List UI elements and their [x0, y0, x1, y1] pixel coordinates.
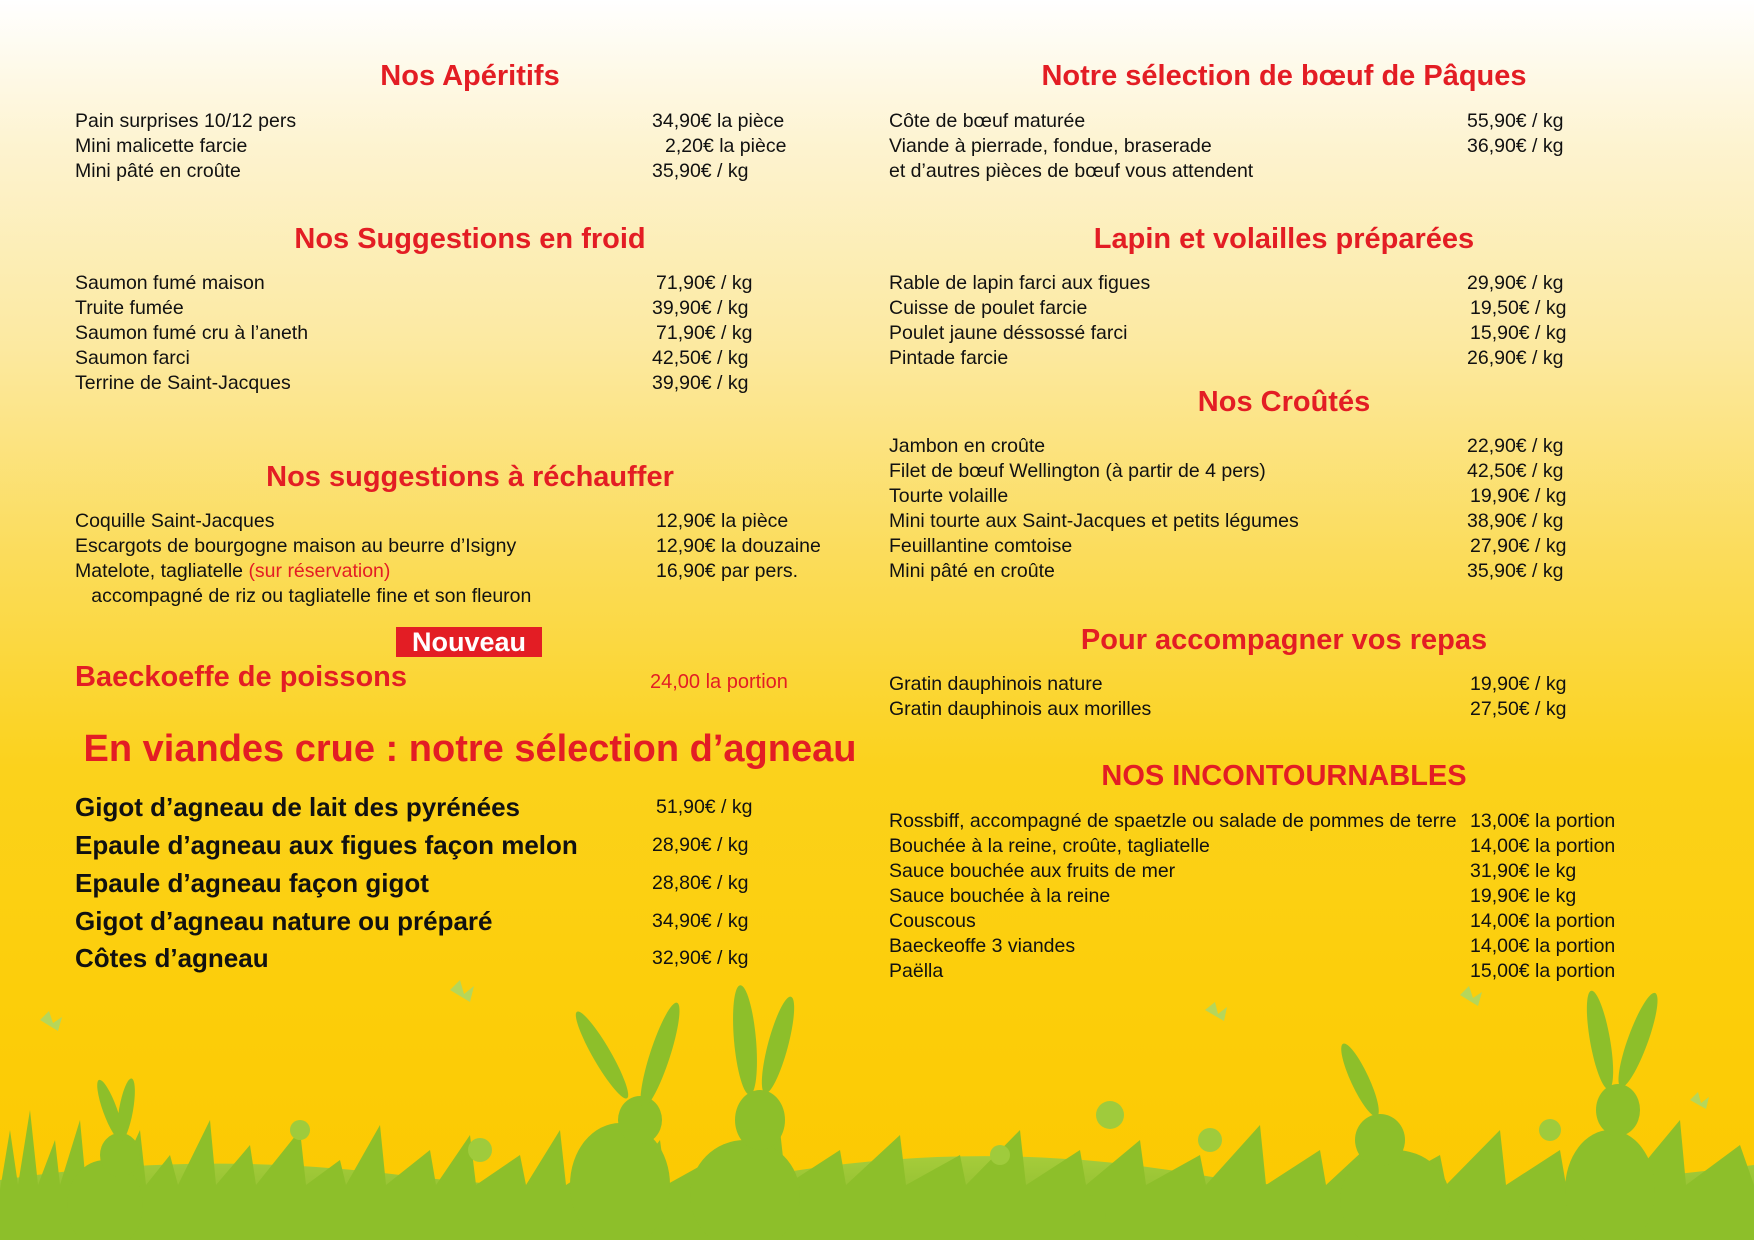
menu-row: [889, 809, 1689, 834]
item-label: accompagné de riz ou tagliatelle fine et son fleuron: [75, 585, 532, 607]
item-price: 39,90€ / kg: [652, 297, 749, 319]
section-title-incontournables: NOS INCONTOURNABLES: [1101, 760, 1467, 792]
item-label: Cuisse de poulet farcie: [889, 297, 1088, 319]
item-label: Rable de lapin farci aux figues: [889, 272, 1151, 294]
item-label: Epaule d’agneau façon gigot: [75, 868, 429, 898]
item-price: 14,00€ la portion: [1470, 910, 1616, 932]
item-label: Rossbiff, accompagné de spaetzle ou salade de pommes de terre: [889, 810, 1457, 832]
menu-row: [889, 859, 1689, 884]
menu-row: [889, 934, 1689, 959]
item-label: Côtes d’agneau: [75, 943, 269, 973]
menu-row: [889, 459, 1679, 484]
item-price: 28,80€ / kg: [652, 872, 749, 894]
item-price: 34,90€ / kg: [652, 910, 749, 932]
menu-row: [75, 346, 865, 371]
section-title-agneau: En viandes crue : notre sélection d’agneau: [83, 728, 857, 770]
item-price: 36,90€ / kg: [1467, 135, 1564, 157]
menu-row: [75, 904, 865, 938]
menu-row: [889, 534, 1679, 559]
item-label: Feuillantine comtoise: [889, 535, 1073, 557]
item-label: Sauce bouchée aux fruits de mer: [889, 860, 1176, 882]
item-label: Tourte volaille: [889, 485, 1009, 507]
menu-row: [889, 672, 1679, 697]
reservation-note: (sur réservation): [248, 560, 391, 582]
item-label: Poulet jaune déssossé farci: [889, 322, 1128, 344]
section-title-aperitifs: Nos Apéritifs: [380, 60, 560, 92]
item-price: 42,50€ / kg: [1467, 460, 1564, 482]
menu-row: [75, 584, 865, 609]
item-price: 39,90€ / kg: [652, 372, 749, 394]
item-price: 27,50€ / kg: [1470, 698, 1567, 720]
menu-row: [889, 434, 1679, 459]
item-price: 19,90€ / kg: [1470, 673, 1567, 695]
menu-row: [75, 321, 865, 346]
bunny-silhouette: [1335, 1040, 1450, 1240]
nouveau-label: Baeckoeffe de poissons: [75, 661, 407, 693]
item-label: Paëlla: [889, 960, 944, 982]
menu-row: [75, 159, 865, 184]
item-label: Bouchée à la reine, croûte, tagliatelle: [889, 835, 1210, 857]
menu-row: [889, 909, 1689, 934]
menu-row: [889, 109, 1679, 134]
item-price: 71,90€ / kg: [656, 272, 753, 294]
item-price: 27,90€ / kg: [1470, 535, 1567, 557]
section-title-croutes: Nos Croûtés: [1197, 386, 1371, 418]
section-title-accompagner: Pour accompagner vos repas: [1080, 624, 1488, 656]
item-price: 31,90€ le kg: [1470, 860, 1577, 882]
item-label: Escargots de bourgogne maison au beurre d’Isigny: [75, 535, 517, 557]
easter-grass-scene: [0, 980, 1754, 1240]
item-price: 34,90€ la pièce: [652, 110, 785, 132]
item-price: 29,90€ / kg: [1467, 272, 1564, 294]
menu-row: [75, 559, 865, 584]
item-price: 42,50€ / kg: [652, 347, 749, 369]
item-label: Gigot d’agneau de lait des pyrénées: [75, 792, 521, 822]
item-price: 38,90€ / kg: [1467, 510, 1564, 532]
butterfly-decoration: [40, 980, 1709, 1109]
menu-row: [889, 159, 1679, 184]
menu-row: [889, 346, 1679, 371]
item-price: 55,90€ / kg: [1467, 110, 1564, 132]
item-label: Sauce bouchée à la reine: [889, 885, 1111, 907]
item-label: Mini pâté en croûte: [75, 160, 241, 182]
menu-row: [75, 941, 865, 975]
item-price: 13,00€ la portion: [1470, 810, 1616, 832]
item-label: Pain surprises 10/12 pers: [75, 110, 297, 132]
item-label: Pintade farcie: [889, 347, 1009, 369]
item-label: Truite fumée: [75, 297, 184, 319]
item-price: 14,00€ la portion: [1470, 835, 1616, 857]
menu-row: [889, 271, 1679, 296]
item-price: 71,90€ / kg: [656, 322, 753, 344]
item-label: Coquille Saint-Jacques: [75, 510, 275, 532]
item-label: Mini tourte aux Saint-Jacques et petits légumes: [889, 510, 1299, 532]
nouveau-item: [75, 661, 865, 701]
menu-row: [75, 534, 865, 559]
item-price: 12,90€ la douzaine: [656, 535, 821, 557]
item-label: Gigot d’agneau nature ou préparé: [75, 906, 493, 936]
item-price: 2,20€ la pièce: [665, 135, 787, 157]
section-title-lapin: Lapin et volailles préparées: [1093, 223, 1475, 255]
menu-row: [75, 134, 865, 159]
menu-row: [75, 271, 865, 296]
menu-row: [889, 884, 1689, 909]
menu-row: [889, 559, 1679, 584]
bunny-silhouette: [1565, 989, 1664, 1240]
item-label: et d’autres pièces de bœuf vous attendent: [889, 160, 1254, 182]
item-label: Filet de bœuf Wellington (à partir de 4 pers): [889, 460, 1266, 482]
item-price: 28,90€ / kg: [652, 834, 749, 856]
item-label-text: Matelote, tagliatelle: [75, 560, 249, 582]
item-price: 35,90€ / kg: [652, 160, 749, 182]
item-label: Saumon fumé cru à l’aneth: [75, 322, 309, 344]
item-label: Gratin dauphinois nature: [889, 673, 1103, 695]
nouveau-badge: Nouveau: [396, 627, 542, 657]
item-label: Mini pâté en croûte: [889, 560, 1055, 582]
item-price: 12,90€ la pièce: [656, 510, 789, 532]
item-price: 19,90€ le kg: [1470, 885, 1577, 907]
item-price: 16,90€ par pers.: [656, 560, 799, 582]
item-price: 15,90€ / kg: [1470, 322, 1567, 344]
menu-row: [75, 828, 865, 862]
item-price: 32,90€ / kg: [652, 947, 749, 969]
section-title-boeuf: Notre sélection de bœuf de Pâques: [1041, 60, 1527, 92]
menu-row: [75, 790, 865, 824]
nouveau-price: 24,00 la portion: [650, 671, 788, 693]
menu-row: [889, 834, 1689, 859]
item-label: Couscous: [889, 910, 976, 932]
menu-row: [889, 296, 1679, 321]
item-label: Mini malicette farcie: [75, 135, 248, 157]
menu-row: [75, 509, 865, 534]
menu-row: [75, 109, 865, 134]
menu-row: [75, 296, 865, 321]
item-label: [75, 559, 390, 584]
menu-row: [75, 866, 865, 900]
item-price: 19,90€ / kg: [1470, 485, 1567, 507]
item-price: 51,90€ / kg: [656, 796, 753, 818]
item-label: Baeckeoffe 3 viandes: [889, 935, 1076, 957]
bunny-silhouette: [690, 984, 801, 1240]
item-label: Jambon en croûte: [889, 435, 1046, 457]
menu-row: [889, 134, 1679, 159]
item-label: Epaule d’agneau aux figues façon melon: [75, 830, 578, 860]
menu-row: [889, 697, 1679, 722]
menu-row: [889, 484, 1679, 509]
item-label: Gratin dauphinois aux morilles: [889, 698, 1152, 720]
item-label: Saumon fumé maison: [75, 272, 265, 294]
item-price: 26,90€ / kg: [1467, 347, 1564, 369]
item-price: 19,50€ / kg: [1470, 297, 1567, 319]
menu-row: [75, 371, 865, 396]
menu-row: [889, 321, 1679, 346]
item-label: Côte de bœuf maturée: [889, 110, 1086, 132]
item-price: 15,00€ la portion: [1470, 960, 1616, 982]
section-title-froid: Nos Suggestions en froid: [294, 223, 646, 255]
menu-row: [889, 509, 1679, 534]
section-title-rechauffer: Nos suggestions à réchauffer: [266, 461, 674, 493]
item-price: 35,90€ / kg: [1467, 560, 1564, 582]
item-label: Saumon farci: [75, 347, 190, 369]
item-price: 22,90€ / kg: [1467, 435, 1564, 457]
item-label: Terrine de Saint-Jacques: [75, 372, 291, 394]
item-price: 14,00€ la portion: [1470, 935, 1616, 957]
item-label: Viande à pierrade, fondue, braserade: [889, 135, 1212, 157]
